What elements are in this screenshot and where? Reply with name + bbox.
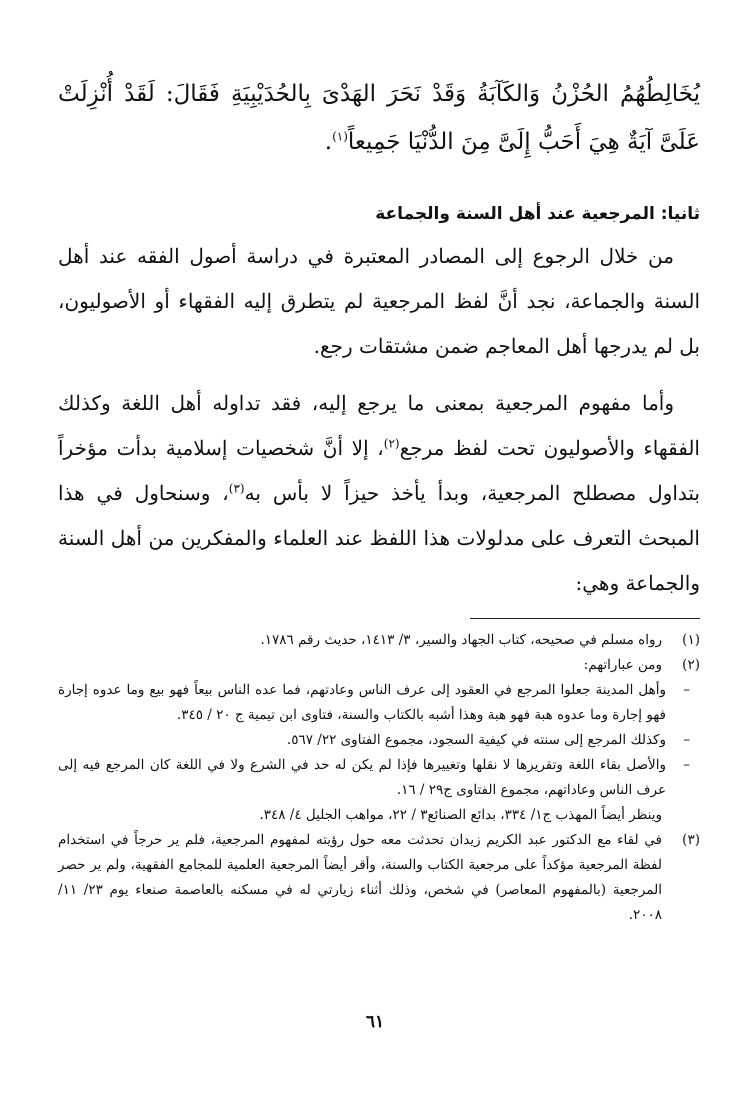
footnote-1 — [58, 628, 700, 653]
dash-bullet: – — [683, 682, 690, 698]
quote-end: . — [324, 129, 333, 155]
footnote-2 — [58, 653, 700, 678]
footnote-2-item — [58, 753, 700, 803]
paragraph-2-part-3: ، وسنحاول في هذا المبحث التعرف على مدلولات هذا اللفظ عند العلماء والمفكرين من أهل السنة والجماعة وهي: — [58, 481, 700, 595]
footnote-divider — [470, 618, 700, 619]
footnote-3-number: (٣) — [682, 832, 700, 848]
paragraph-2 — [58, 381, 700, 606]
footnote-ref-3[interactable]: (٣) — [228, 481, 245, 496]
footnote-2-intro: ومن عباراتهم: — [583, 657, 662, 673]
dash-bullet: – — [683, 757, 690, 773]
footnote-1-number: (١) — [682, 632, 700, 648]
section-heading: ثانيا: المرجعية عند أهل السنة والجماعة — [375, 204, 700, 224]
footnote-3 — [58, 828, 700, 928]
footnote-2-item-text: وكذلك المرجع إلى سنته في كيفية السجود، مجموع الفتاوى ٢٢/ ٥٦٧. — [286, 732, 666, 748]
paragraph-2-part-2: ، إلا أنَّ شخصيات إسلامية بدأت مؤخراً بتداول مصطلح المرجعية، وبدأ يأخذ حيزاً لا بأس به — [58, 436, 700, 505]
footnotes — [58, 628, 700, 928]
main-text — [58, 70, 700, 606]
footnote-2-number: (٢) — [682, 657, 700, 673]
footnote-2-item-text: وأهل المدينة جعلوا المرجع في العقود إلى عرف الناس وعادتهم، فما عده الناس بيعاً فهو بيع وما عدوه إجارة فهو إجارة وما عدوه هبة فهو هبة وهذا أشبه بالكتاب والسنة، فتاوى ابن تيمية ج ٢٠ / ٣٤٥. — [58, 682, 666, 723]
paragraph-1: من خلال الرجوع إلى المصادر المعتبرة في دراسة أصول الفقه عند أهل السنة والجماعة، نجد أنَّ لفظ المرجعية لم يتطرق إليه الفقهاء أو الأصوليون، بل لم يدرجها أهل المعاجم ضمن مشتقات رجع. — [58, 244, 700, 358]
footnote-ref-2[interactable]: (٢) — [383, 436, 400, 451]
footnote-3-text: في لقاء مع الدكتور عبد الكريم زيدان تحدثت معه حول رؤيته لمفهوم المرجعية، فلم ير حرجاً في استخدام لفظة المرجعية مؤكداً على مرجعية الكتاب والسنة، وأقر أيضاً المرجعية العلمية للمجامع الفقهية، ولم ير حصر المرجعية (بالمفهوم المعاصر) في شخص، وذلك أثناء زيارتي له في مسكنه بالعاصمة صنعاء يوم ٢٣/ ١١/ ٢٠٠٨. — [58, 832, 662, 923]
footnote-2-item — [58, 728, 700, 753]
footnote-2-item-text: والأصل بقاء اللغة وتقريرها لا نقلها وتغييرها فإذا لم يكن له حد في الشرع ولا في اللغة كان المرجع فيه إلى عرف الناس وعاداتهم، مجموع الفتاوى ج٢٩ / ١٦. — [58, 757, 666, 798]
footnote-2-extra: وينظر أيضاً المهذب ج١/ ٣٣٤، بدائع الصنائع٣ / ٢٢، مواهب الجليل ٤/ ٣٤٨. — [259, 807, 662, 823]
hadith-quote — [58, 70, 700, 166]
quote-text: يُخَالِطُهُمُ الحُزْنُ وَالكَآبَةُ وَقَدْ نَحَرَ الهَدْىَ بِالحُدَيْبِيَةِ فَقَالَ: لَقَدْ أُنْزِلَتْ عَلَىَّ آيَةٌ هِيَ أَحَبُّ إِلَىَّ مِنَ الدُّنْيَا جَمِيعاً — [58, 81, 700, 155]
page-number: ٦١ — [365, 1012, 385, 1032]
footnote-1-text: رواه مسلم في صحيحه، كتاب الجهاد والسير، ٣/ ١٤١٣، حديث رقم ١٧٨٦. — [260, 632, 662, 648]
dash-bullet: – — [683, 732, 690, 748]
footnote-2-item — [58, 678, 700, 728]
footnote-ref-1[interactable]: (١) — [332, 129, 348, 144]
paragraph-2-part-1: وأما مفهوم المرجعية بمعنى ما يرجع إليه، فقد تداوله أهل اللغة وكذلك الفقهاء والأصوليون تحت لفظ مرجع — [58, 391, 700, 460]
